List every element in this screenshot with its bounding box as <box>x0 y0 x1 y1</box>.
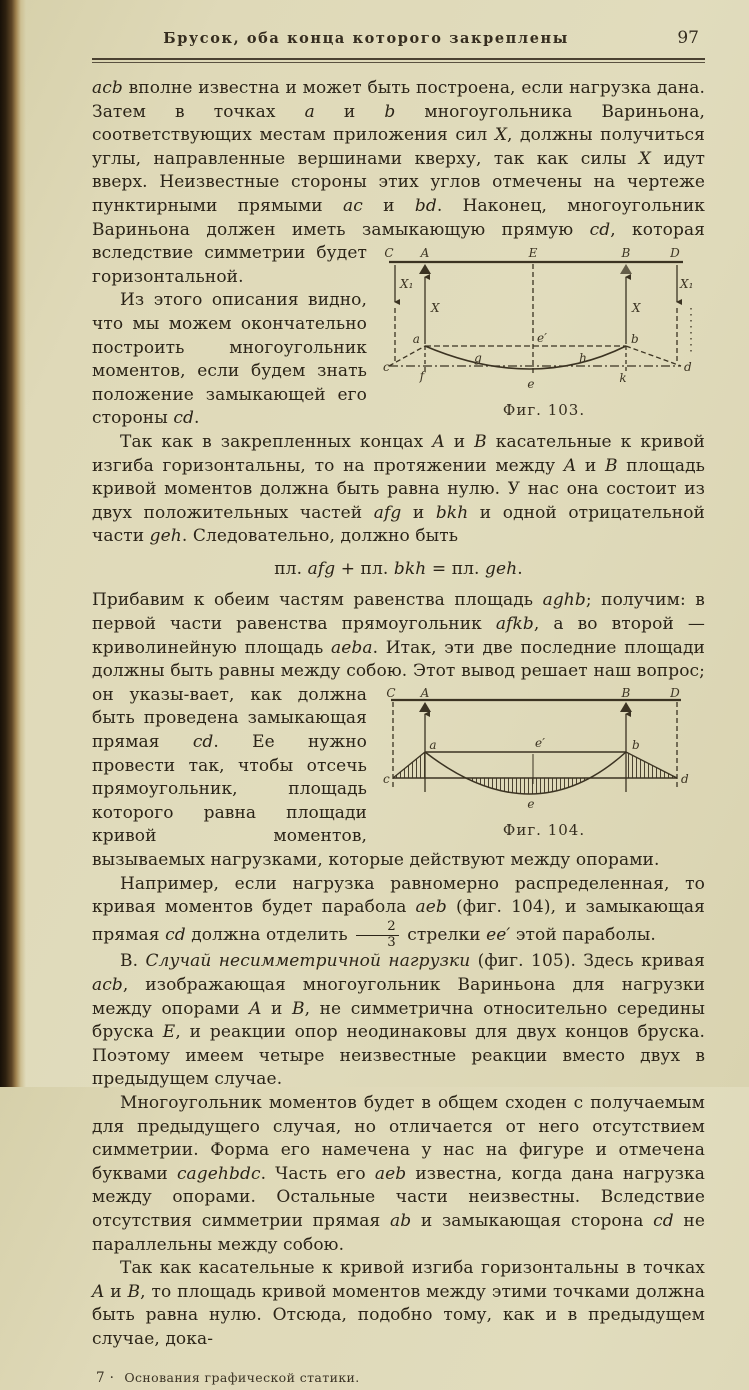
svg-text:a: a <box>429 737 437 752</box>
page-footer <box>92 1366 705 1390</box>
paragraph-7 <box>92 1092 705 1257</box>
figure-104 <box>383 688 705 843</box>
paragraph-1-head: acb вполне известна и может быть построена, если нагрузка дана. Затем в точках a и b многоугольника Вариньона, соответствующих местам приложения сил X, должны получиться углы, направленные вершинами кверху, так как силы X идут вверх. Неизвестные стороны этих углов отмечены на чертеже пунктирными прямыми ac и bd. Наконец, многоугольник Вариньона должен иметь замыкающую прямую <box>92 78 706 240</box>
svg-text:C: C <box>386 687 396 700</box>
svg-text:e′: e′ <box>535 735 546 750</box>
svg-text:D: D <box>670 246 680 261</box>
paragraph-3 <box>92 431 705 549</box>
support-A <box>419 702 431 712</box>
support-A <box>419 264 431 274</box>
paragraph-7-text: Многоугольник моментов будет в общем сходен с получаемым для предыдущего случая, но отличается от него отсутствием симметрии. Форма его намечена у нас на фигуре и отмечена буквами cagehbdc. Часть его aeb известна, когда дана нагрузка между опорами. Остальные части неизвестны. Вследствие отсутствия симметрии прямая ab и замыкающая сторона cd не параллельны между собою. <box>92 1093 706 1255</box>
svg-text:X: X <box>632 301 641 316</box>
svg-text:d: d <box>681 771 689 786</box>
svg-text:g: g <box>474 351 482 366</box>
support-B <box>620 264 632 274</box>
paragraph-1-tail: cd, которая вследствие симметрии будет горизонтальной. <box>92 219 706 287</box>
svg-text:c: c <box>383 771 390 786</box>
fig103-diagram <box>383 246 705 398</box>
paragraph-2-text: Из этого описания видно, что мы можем окончательно построить многоугольник моментов, если будем знать положение замыкающей его стороны cd. <box>92 290 367 429</box>
area-equation-text: пл. afg + пл. bkh = пл. geh. <box>274 558 523 579</box>
svg-text:D: D <box>670 687 680 700</box>
signature-number: 7 · <box>96 1369 115 1386</box>
paragraph-3-text: Так как в закрепленных концах A и B касательные к кривой изгиба горизонтальны, то на протяжении между A и B площадь кривой моментов должна быть равна нулю. У нас она состоит из двух положительных частей afg и bkh и одной отрицательной части geh. Следовательно, должно быть <box>92 431 705 547</box>
svg-text:b: b <box>632 737 640 752</box>
figure-103 <box>383 246 705 423</box>
svg-text:c: c <box>383 360 390 375</box>
support-B <box>620 702 632 712</box>
svg-text:e: e <box>527 377 535 392</box>
svg-text:X₁: X₁ <box>680 277 694 292</box>
fig104-caption: Фиг. 104. <box>502 820 586 839</box>
header-double-rule <box>92 58 705 63</box>
paragraph-4 <box>92 589 705 872</box>
svg-text:C: C <box>384 246 394 261</box>
paragraph-4-tail: вает, как должна быть проведена замыкающая прямая cd. Ее нужно провести так, чтобы отсечь прямоугольник, площадь которого равна площади кривой моментов, вызываемых нагрузками, которые действуют между опорами. <box>92 684 660 870</box>
svg-text:d: d <box>684 360 692 375</box>
svg-text:B: B <box>621 246 631 261</box>
area-equation <box>92 558 705 582</box>
fig103-caption: Фиг. 103. <box>502 401 586 420</box>
page-content <box>92 77 705 1390</box>
book-title: Основания графической статики. <box>124 1369 360 1385</box>
paragraph-6-text: В. Случай несимметричной нагрузки (фиг. 105). Здесь кривая acb, изображающая многоугольник Вариньона для нагрузки между опорами A и B, не симметрична относительно середины бруска E, и реакции опор неодинаковы для двух концов бруска. Поэтому имеем четыре неизвестные реакции вместо двух в предыдущем случае. <box>92 951 705 1090</box>
page-number: 97 <box>677 28 699 48</box>
svg-text:A: A <box>420 246 430 261</box>
svg-text:A: A <box>420 687 430 700</box>
svg-text:E: E <box>528 246 538 261</box>
svg-text:e′: e′ <box>537 331 548 346</box>
svg-text:f: f <box>419 369 425 384</box>
svg-text:b: b <box>631 332 639 347</box>
svg-text:X: X <box>431 301 440 316</box>
svg-text:h: h <box>579 351 587 366</box>
svg-text:a: a <box>412 332 420 347</box>
svg-text:k: k <box>619 371 627 386</box>
paragraph-5 <box>92 873 705 951</box>
paragraph-5-text: Например, если нагрузка равномерно распределенная, то кривая моментов будет парабола aeb (фиг. 104), и замыкающая прямая cd должна отделить $\frac{2}{3}$ стрелки ee′ этой параболы. <box>92 873 705 950</box>
svg-text:X₁: X₁ <box>400 277 414 292</box>
running-title: Брусок, оба конца которого закреплены <box>163 30 569 47</box>
paragraph-6 <box>92 950 705 1092</box>
svg-text:B: B <box>621 687 631 700</box>
paragraph-4-head: Прибавим к обеим частям равенства площадь aghb; получим: в первой части равенства прямоугольник afkb, а во второй — криволинейную площадь aeba. Итак, эти две последние площади должны быть равны между собою. Этот вывод решает наш вопрос; он указы- <box>92 590 705 705</box>
fig104-diagram <box>383 688 705 818</box>
paragraph-8 <box>92 1257 705 1351</box>
paragraph-8-text: Так как касательные к кривой изгиба горизонтальны в точках A и B, то площадь кривой моментов между этими точками должна быть равна нулю. Отсюда, подобно тому, как и в предыдущем случае, дока- <box>92 1258 705 1349</box>
svg-text:e: e <box>527 796 535 811</box>
page-header <box>92 26 705 56</box>
